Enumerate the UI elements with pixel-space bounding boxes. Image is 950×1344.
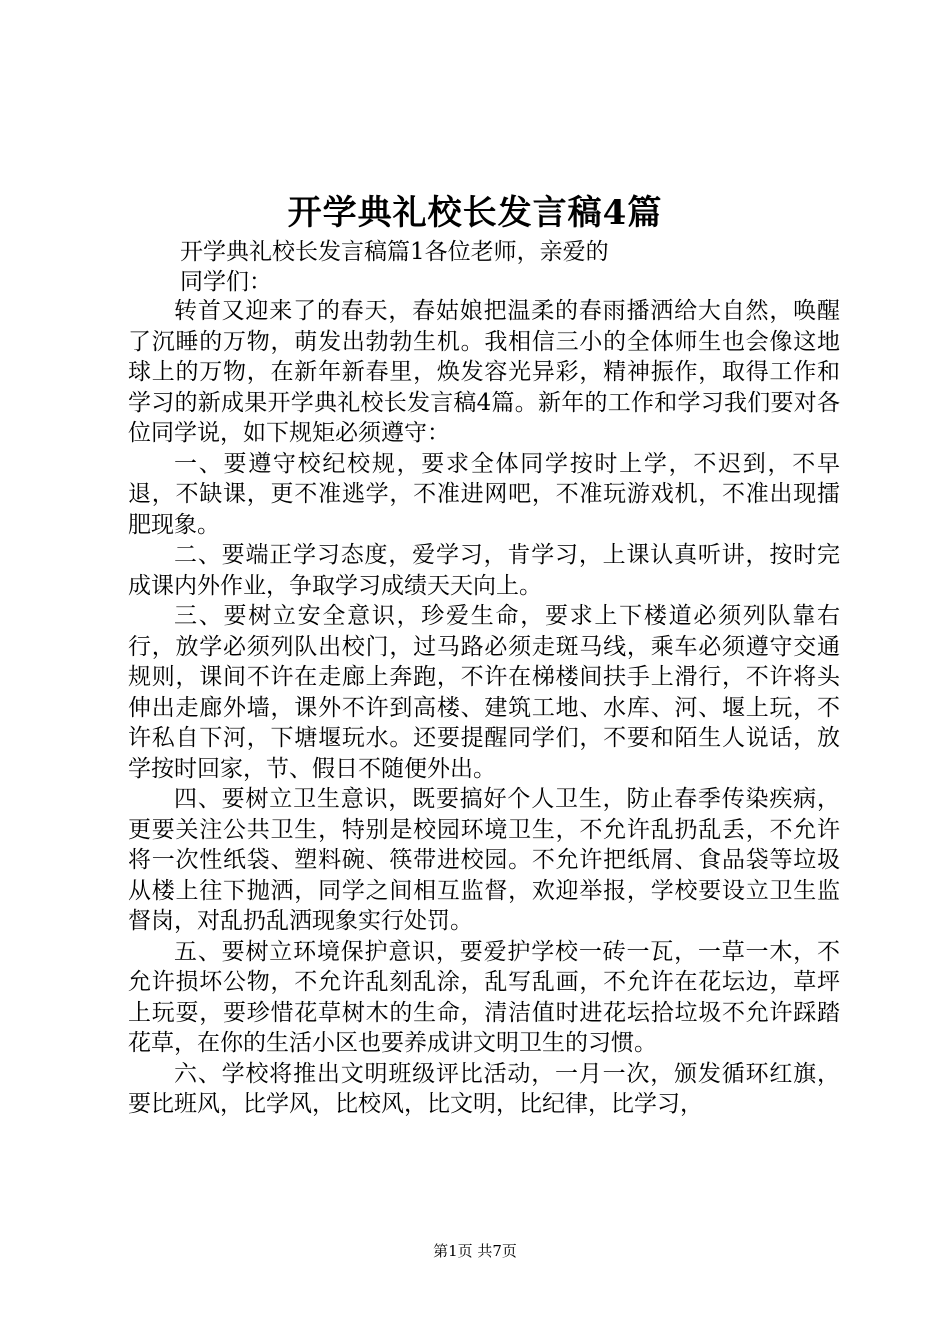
paragraph: 转首又迎来了的春天，春姑娘把温柔的春雨播洒给大自然，唤醒了沉睡的万物，萌发出勃勃生机。我相信三小的全体师生也会像这地球上的万物，在新年新春里，焕发容光异彩，精神振作，取得工作和学习的新成果开学典礼校长发言稿4篇。新年的工作和学习我们要对各位同学说，如下规矩必须遵守： (128, 298, 840, 446)
paragraph: 五、要树立环境保护意识，要爱护学校一砖一瓦，一草一木，不允许损坏公物，不允许乱刻乱涂，乱写乱画，不允许在花坛边，草坪上玩耍，要珍惜花草树木的生命，清洁值时进花坛拾垃圾不允许踩踏花草，在你的生活小区也要养成讲文明卫生的习惯。 (128, 938, 840, 1056)
paragraph: 六、学校将推出文明班级评比活动，一月一次，颁发循环红旗，要比班风，比学风，比校风，比文明，比纪律，比学习， (128, 1060, 840, 1117)
document-title: 开学典礼校长发言稿4篇 (287, 193, 663, 233)
paragraph: 四、要树立卫生意识，既要搞好个人卫生，防止春季传染疾病，更要关注公共卫生，特别是校园环境卫生，不允许乱扔乱丢，不允许将一次性纸袋、塑料碗、筷带进校园。不允许把纸屑、食品袋等垃圾从楼上往下抛洒，同学之间相互监督，欢迎举报，学校要设立卫生监督岗，对乱扔乱洒现象实行处罚。 (128, 786, 840, 934)
intro-block (180, 237, 740, 297)
paragraph: 一、要遵守校纪校规，要求全体同学按时上学，不迟到，不早退，不缺课，更不准逃学，不准进网吧，不准玩游戏机，不准出现擂肥现象。 (128, 450, 840, 538)
document-body (128, 296, 840, 1120)
page-number-footer: 第1页 共7页 (433, 1242, 517, 1260)
intro-line: 开学典礼校长发言稿篇1各位老师，亲爱的 (180, 239, 609, 265)
paragraph: 二、要端正学习态度，爱学习，肯学习，上课认真听讲，按时完成课内外作业，争取学习成绩天天向上。 (128, 542, 840, 599)
intro-line: 同学们： (180, 269, 272, 295)
paragraph: 三、要树立安全意识，珍爱生命，要求上下楼道必须列队靠右行，放学必须列队出校门，过马路必须走斑马线，乘车必须遵守交通规则，课间不许在走廊上奔跑，不许在梯楼间扶手上滑行，不许将头伸出走廊外墙，课外不许到高楼、建筑工地、水库、河、堰上玩，不许私自下河，下塘堰玩水。还要提醒同学们，不要和陌生人说话，放学按时回家，节、假日不随便外出。 (128, 603, 840, 782)
